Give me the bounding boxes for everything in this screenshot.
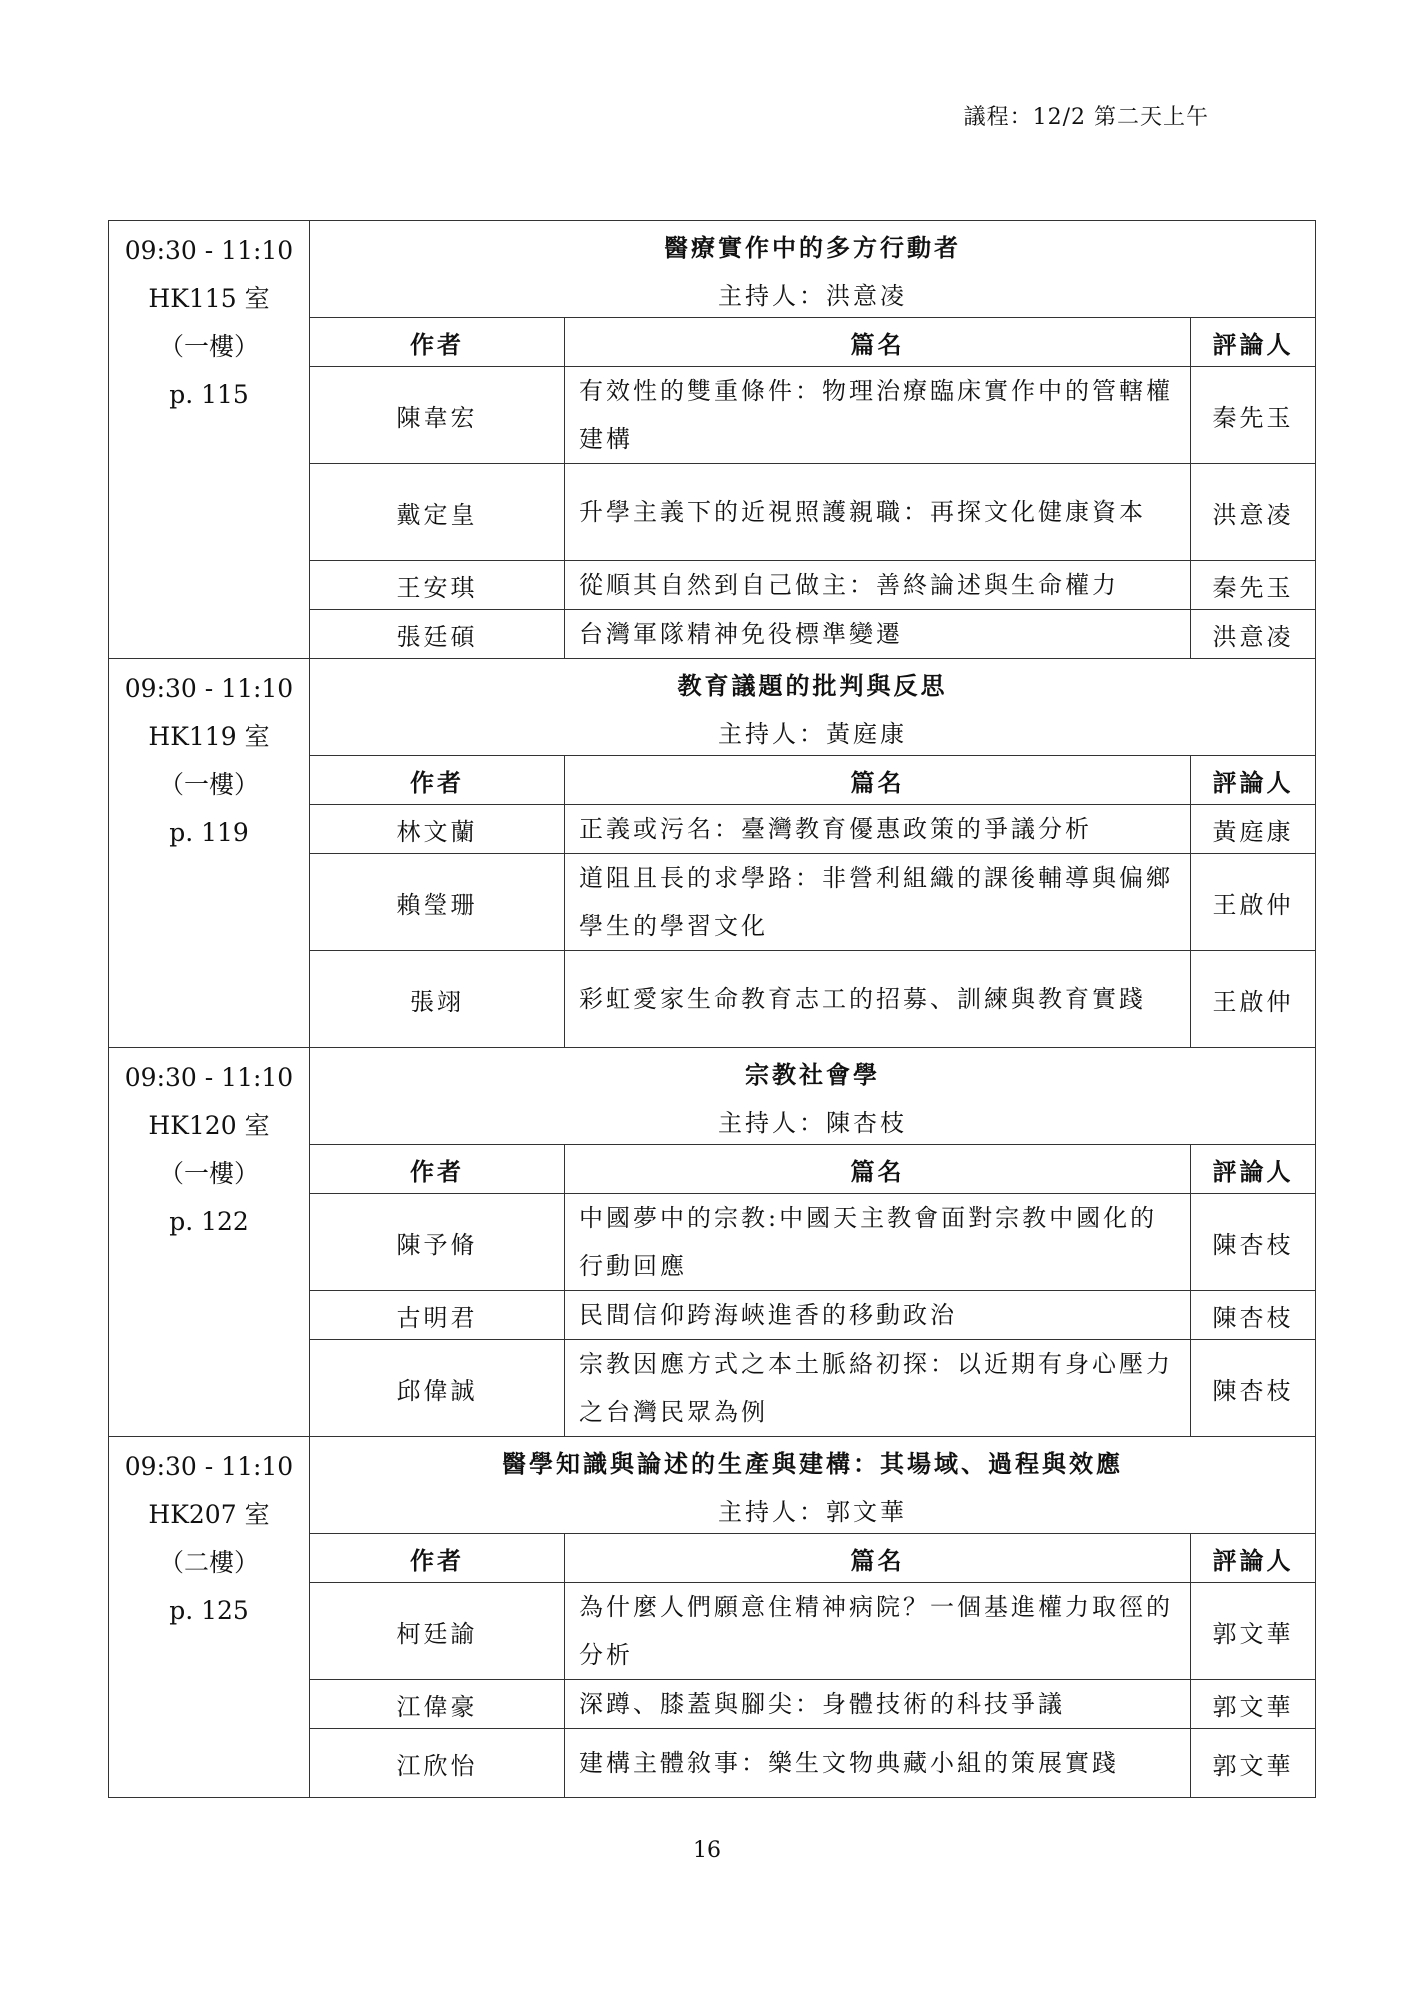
reviewer-cell: 陳杏枝 [1191,1194,1316,1291]
session-title-row [109,221,1316,270]
column-header-author: 作者 [310,1534,565,1583]
author-cell: 張廷碩 [310,610,565,659]
session-title: 宗教社會學 [310,1048,1316,1097]
session-page-ref: p. 122 [169,1207,249,1236]
session-time: 09:30 - 11:10 [124,1063,294,1092]
paper-title-cell: 正義或污名：臺灣教育優惠政策的爭議分析 [565,805,1191,854]
reviewer-cell: 陳杏枝 [1191,1340,1316,1437]
session-room: HK207 室 [148,1500,270,1529]
author-cell: 賴瑩珊 [310,854,565,951]
column-header-reviewer: 評論人 [1191,1534,1316,1583]
reviewer-cell: 秦先玉 [1191,561,1316,610]
session-floor: （一樓） [158,1159,259,1188]
session-floor: （二樓） [158,1548,259,1577]
reviewer-cell: 洪意凌 [1191,610,1316,659]
author-cell: 江欣怡 [310,1729,565,1798]
paper-title-cell: 彩虹愛家生命教育志工的招募、訓練與教育實踐 [565,951,1191,1048]
paper-title-cell: 中國夢中的宗教:中國天主教會面對宗教中國化的行動回應 [565,1194,1191,1291]
column-header-reviewer: 評論人 [1191,318,1316,367]
page-number: 16 [693,1838,721,1863]
reviewer-cell: 洪意凌 [1191,464,1316,561]
session-title-row [109,1048,1316,1097]
session-time: 09:30 - 11:10 [124,674,294,703]
session-page-ref: p. 115 [169,380,249,409]
column-header-title: 篇名 [565,1534,1191,1583]
session-page-ref: p. 119 [169,818,249,847]
column-header-title: 篇名 [565,756,1191,805]
reviewer-cell: 王啟仲 [1191,951,1316,1048]
reviewer-cell: 郭文華 [1191,1729,1316,1798]
session-page-ref: p. 125 [169,1596,249,1625]
reviewer-cell: 黃庭康 [1191,805,1316,854]
column-header-author: 作者 [310,756,565,805]
page-header: 議程：12/2 第二天上午 [963,105,1209,130]
author-cell: 林文蘭 [310,805,565,854]
session-time: 09:30 - 11:10 [124,1452,294,1481]
reviewer-cell: 郭文華 [1191,1680,1316,1729]
session-floor: （一樓） [158,770,259,799]
author-cell: 張翊 [310,951,565,1048]
paper-title-cell: 民間信仰跨海峽進香的移動政治 [565,1291,1191,1340]
paper-title-cell: 台灣軍隊精神免役標準變遷 [565,610,1191,659]
reviewer-cell: 陳杏枝 [1191,1291,1316,1340]
session-info [109,221,310,659]
column-header-author: 作者 [310,1145,565,1194]
paper-title-cell: 道阻且長的求學路：非營利組織的課後輔導與偏鄉學生的學習文化 [565,854,1191,951]
session-room: HK120 室 [148,1111,270,1140]
session-title-row [109,659,1316,708]
session-host: 主持人：郭文華 [310,1485,1316,1534]
column-header-title: 篇名 [565,318,1191,367]
author-cell: 古明君 [310,1291,565,1340]
paper-title-cell: 為什麼人們願意住精神病院？一個基進權力取徑的分析 [565,1583,1191,1680]
paper-title-cell: 宗教因應方式之本土脈絡初探：以近期有身心壓力之台灣民眾為例 [565,1340,1191,1437]
session-title-row [109,1437,1316,1486]
session-info [109,1048,310,1437]
session-room: HK115 室 [148,284,270,313]
session-time: 09:30 - 11:10 [124,236,294,265]
session-host: 主持人：陳杏枝 [310,1096,1316,1145]
session-info [109,659,310,1048]
session-info [109,1437,310,1798]
reviewer-cell: 郭文華 [1191,1583,1316,1680]
author-cell: 戴定皇 [310,464,565,561]
author-cell: 陳韋宏 [310,367,565,464]
paper-title-cell: 從順其自然到自己做主：善終論述與生命權力 [565,561,1191,610]
author-cell: 王安琪 [310,561,565,610]
paper-title-cell: 升學主義下的近視照護親職：再探文化健康資本 [565,464,1191,561]
column-header-title: 篇名 [565,1145,1191,1194]
session-title: 教育議題的批判與反思 [310,659,1316,708]
author-cell: 邱偉誠 [310,1340,565,1437]
author-cell: 江偉豪 [310,1680,565,1729]
session-title: 醫療實作中的多方行動者 [310,221,1316,270]
session-room: HK119 室 [148,722,270,751]
paper-title-cell: 建構主體敘事：樂生文物典藏小組的策展實踐 [565,1729,1191,1798]
paper-title-cell: 有效性的雙重條件：物理治療臨床實作中的管轄權建構 [565,367,1191,464]
session-title: 醫學知識與論述的生產與建構：其場域、過程與效應 [310,1437,1316,1486]
paper-title-cell: 深蹲、膝蓋與腳尖：身體技術的科技爭議 [565,1680,1191,1729]
session-host: 主持人：黃庭康 [310,707,1316,756]
column-header-author: 作者 [310,318,565,367]
column-header-reviewer: 評論人 [1191,1145,1316,1194]
column-header-reviewer: 評論人 [1191,756,1316,805]
session-floor: （一樓） [158,332,259,361]
agenda-table [108,220,1316,1798]
author-cell: 陳予脩 [310,1194,565,1291]
author-cell: 柯廷諭 [310,1583,565,1680]
session-host: 主持人：洪意凌 [310,269,1316,318]
reviewer-cell: 王啟仲 [1191,854,1316,951]
reviewer-cell: 秦先玉 [1191,367,1316,464]
